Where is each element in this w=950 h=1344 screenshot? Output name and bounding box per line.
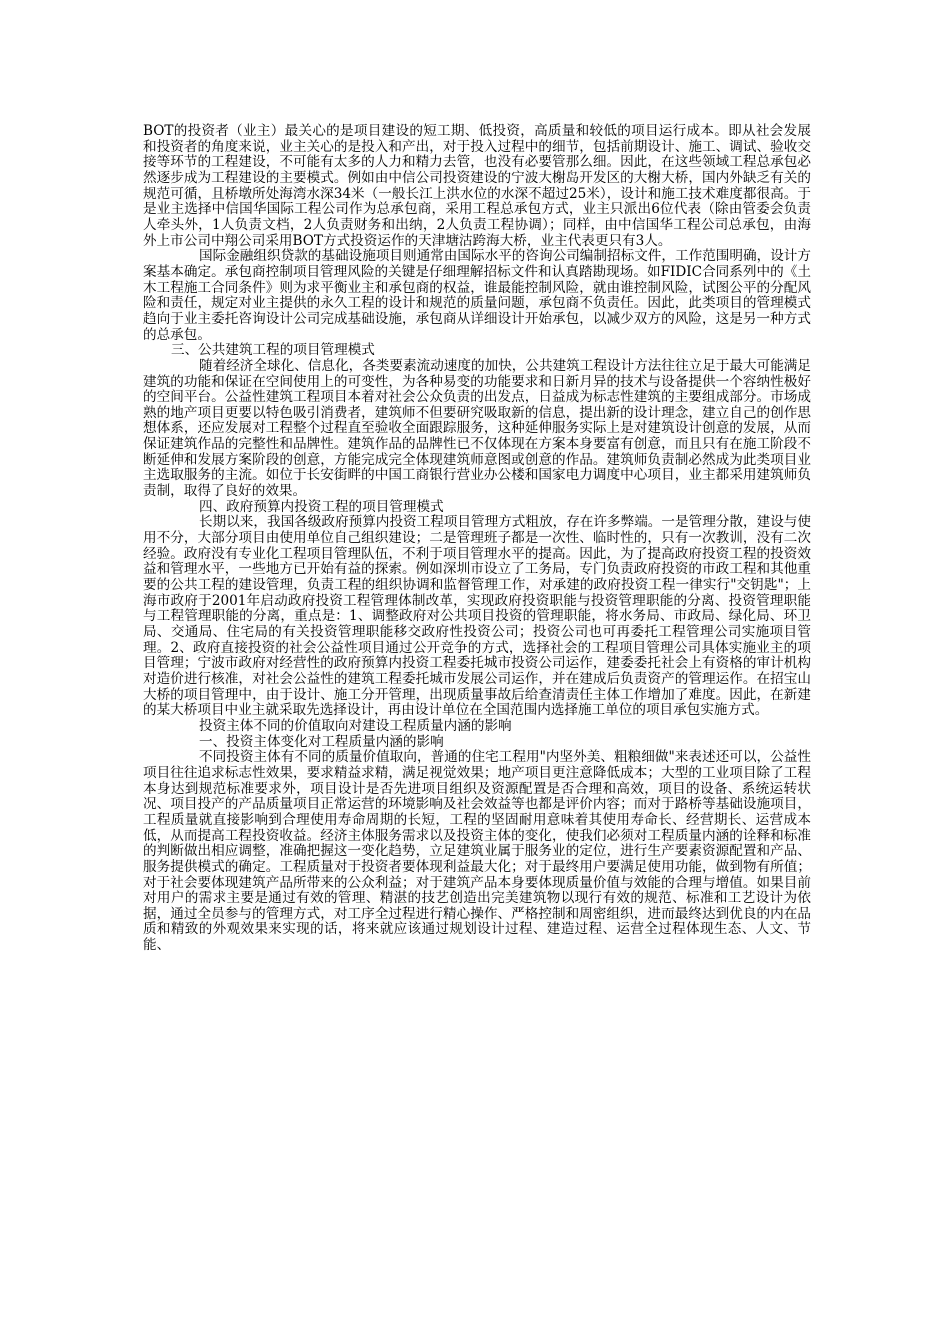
section-heading-government-investment: 四、政府预算内投资工程的项目管理模式	[199, 498, 444, 515]
section-heading-public-buildings: 三、公共建筑工程的项目管理模式	[171, 342, 375, 359]
paragraph-bot-investor: BOT的投资者（业主）最关心的是项目建设的短工期、低投资，高质量和较低的项目运行成本。即从社会发展和投资者的角度来说，业主关心的是投入和产出，对于投入过程中的细节，包括前期设计、施工、调试、验收交接等环节的工程建设，不可能有太多的人力和精力去管，也没有必要管那么细。因此，在这些领域工程总承包必然逐步成为工程建设的主要模式。例如由中信公司投资建设的宁波大榭岛开发区的大榭大桥，国内外缺乏有关的规范可循，且桥墩所处海湾水深34米（一般长江上洪水位的水深不超过25米），设计和施工技术难度都很高。于是业主选择中信国华国际工程公司作为总承包商，采用工程总承包方式，业主只派出6位代表（除由管委会负责人牵头外，1人负责文档，2人负责财务和出纳，2人负责工程协调）；同样，由中信国华工程公司总承包，由海外上市公司中翔公司采用BOT方式投资运作的天津塘沽跨海大桥，业主代表更只有3人。	[143, 123, 811, 249]
subsection-heading-quality-connotation: 一、投资主体变化对工程质量内涵的影响	[199, 733, 444, 750]
paragraph-international-loan-projects: 国际金融组织贷款的基础设施项目则通常由国际水平的咨询公司编制招标文件，工作范围明确，设计方案基本确定。承包商控制项目管理风险的关键是仔细理解招标文件和认真踏勘现场。如FIDIC合同系列中的《土木工程施工合同条件》则为求平衡业主和承包商的权益，谁最能控制风险，就由谁控制风险，试图公平的分配风险和责任，规定对业主提供的永久工程的设计和规范的质量问题，承包商不负责任。因此，此类项目的管理模式趋向于业主委托咨询设计公司完成基础设施，承包商从详细设计开始承包，以减少双方的风险，这是另一种方式的总承包。	[143, 248, 811, 343]
section-heading-value-orientation: 投资主体不同的价值取向对建设工程质量内涵的影响	[199, 717, 512, 734]
document-page	[143, 124, 811, 954]
paragraph-quality-value: 不同投资主体有不同的质量价值取向，普通的住宅工程用"内坚外美、粗粮细做"来表述还可以，公益性项目往往追求标志性效果，要求精益求精，满足视觉效果；地产项目更注意降低成本；大型的工业项目除了工程本身达到规范标准要求外，项目设计是否先进项目组织及资源配置是否合理和高效，项目的设备、系统运转状况、项目投产的产品质量项目正常运营的环境影响及社会效益等也都是评价内容；而对于路桥等基础设施项目，工程质量就直接影响到合理使用寿命周期的长短，工程的坚固耐用意味着其使用寿命长、经营期长、运营成本低，从而提高工程投资收益。经济主体服务需求以及投资主体的变化，使我们必须对工程质量内涵的诠释和标准的判断做出相应调整，准确把握这一变化趋势，立足建筑业属于服务业的定位，进行生产要素资源配置和产品、服务提供模式的确定。工程质量对于投资者要体现利益最大化；对于最终用户要满足使用功能，做到物有所值；对于社会要体现建筑产品所带来的公众利益；对于建筑产品本身要体现质量价值与效能的合理与增值。如果目前对用户的需求主要是通过有效的管理、精湛的技艺创造出完美建筑物以现行有效的规范、标准和工艺设计为依据，通过全员参与的管理方式，对工序全过程进行精心操作、严格控制和周密组织，进而最终达到优良的内在品质和精致的外观效果来实现的话，将来就应该通过规划设计过程、建造过程、运营全过程体现生态、人文、节能、	[143, 749, 811, 954]
paragraph-government-investment: 长期以来，我国各级政府预算内投资工程项目管理方式粗放，存在许多弊端。一是管理分散，建设与使用不分，大部分项目由使用单位自己组织建设；二是管理班子都是一次性、临时性的，只有一次教训，没有二次经验。政府没有专业化工程项目管理队伍，不利于项目管理水平的提高。因此，为了提高政府投资工程的投资效益和管理水平，一些地方已开始有益的探索。例如深圳市设立了工务局，专门负责政府投资的市政工程和其他重要的公共工程的建设管理，负责工程的组织协调和监督管理工作，对承建的政府投资工程一律实行"交钥匙"；上海市政府于2001年启动政府投资工程管理体制改革，实现政府投资职能与投资管理职能的分离、投资管理职能与工程管理职能的分离，重点是：1、调整政府对公共项目投资的管理职能，将水务局、市政局、绿化局、环卫局、交通局、住宅局的有关投资管理职能移交政府性投资公司；投资公司也可再委托工程管理公司实施项目管理。2、政府直接投资的社会公益性项目通过公开竞争的方式，选择社会的工程项目管理公司具体实施业主的项目管理；宁波市政府对经营性的政府预算内投资工程委托城市投资公司运作，建委委托社会上有资格的审计机构对造价进行核准，对社会公益性的建筑工程委托城市发展公司运作，并在建成后负责资产的管理运作。在招宝山大桥的项目管理中，由于设计、施工分开管理，出现质量事故后给查清责任主体工作增加了难度。因此，在新建的某大桥项目中业主就采取先选择设计，再由设计单位在全国范围内选择施工单位的项目承包实施方式。	[143, 514, 811, 719]
paragraph-public-buildings: 随着经济全球化、信息化，各类要素流动速度的加快，公共建筑工程设计方法往往立足于最大可能满足建筑的功能和保证在空间使用上的可变性，为各种易变的功能要求和日新月异的技术与设备提供一个容纳性极好的空间平台。公益性建筑工程项目本着对社会公众负责的出发点，日益成为标志性建筑的主要组成部分。市场成熟的地产项目更要以特色吸引消费者，建筑师不但要研究吸取新的信息，提出新的设计理念，建立自己的创作思想体系，还应发展对工程整个过程直至验收全面跟踪服务，这种延伸服务实际上是对建筑设计创意的发展，从而保证建筑作品的完整性和品牌性。建筑作品的品牌性已不仅体现在方案本身要富有创意，而且只有在施工阶段不断延伸和发展方案阶段的创意，方能完成完全体现建筑师意图或创意的作品。建筑师负责制必然成为此类项目业主选取服务的主流。如位于长安街畔的中国工商银行营业办公楼和国家电力调度中心项目，业主都采用建筑师负责制，取得了良好的效果。	[143, 357, 811, 500]
